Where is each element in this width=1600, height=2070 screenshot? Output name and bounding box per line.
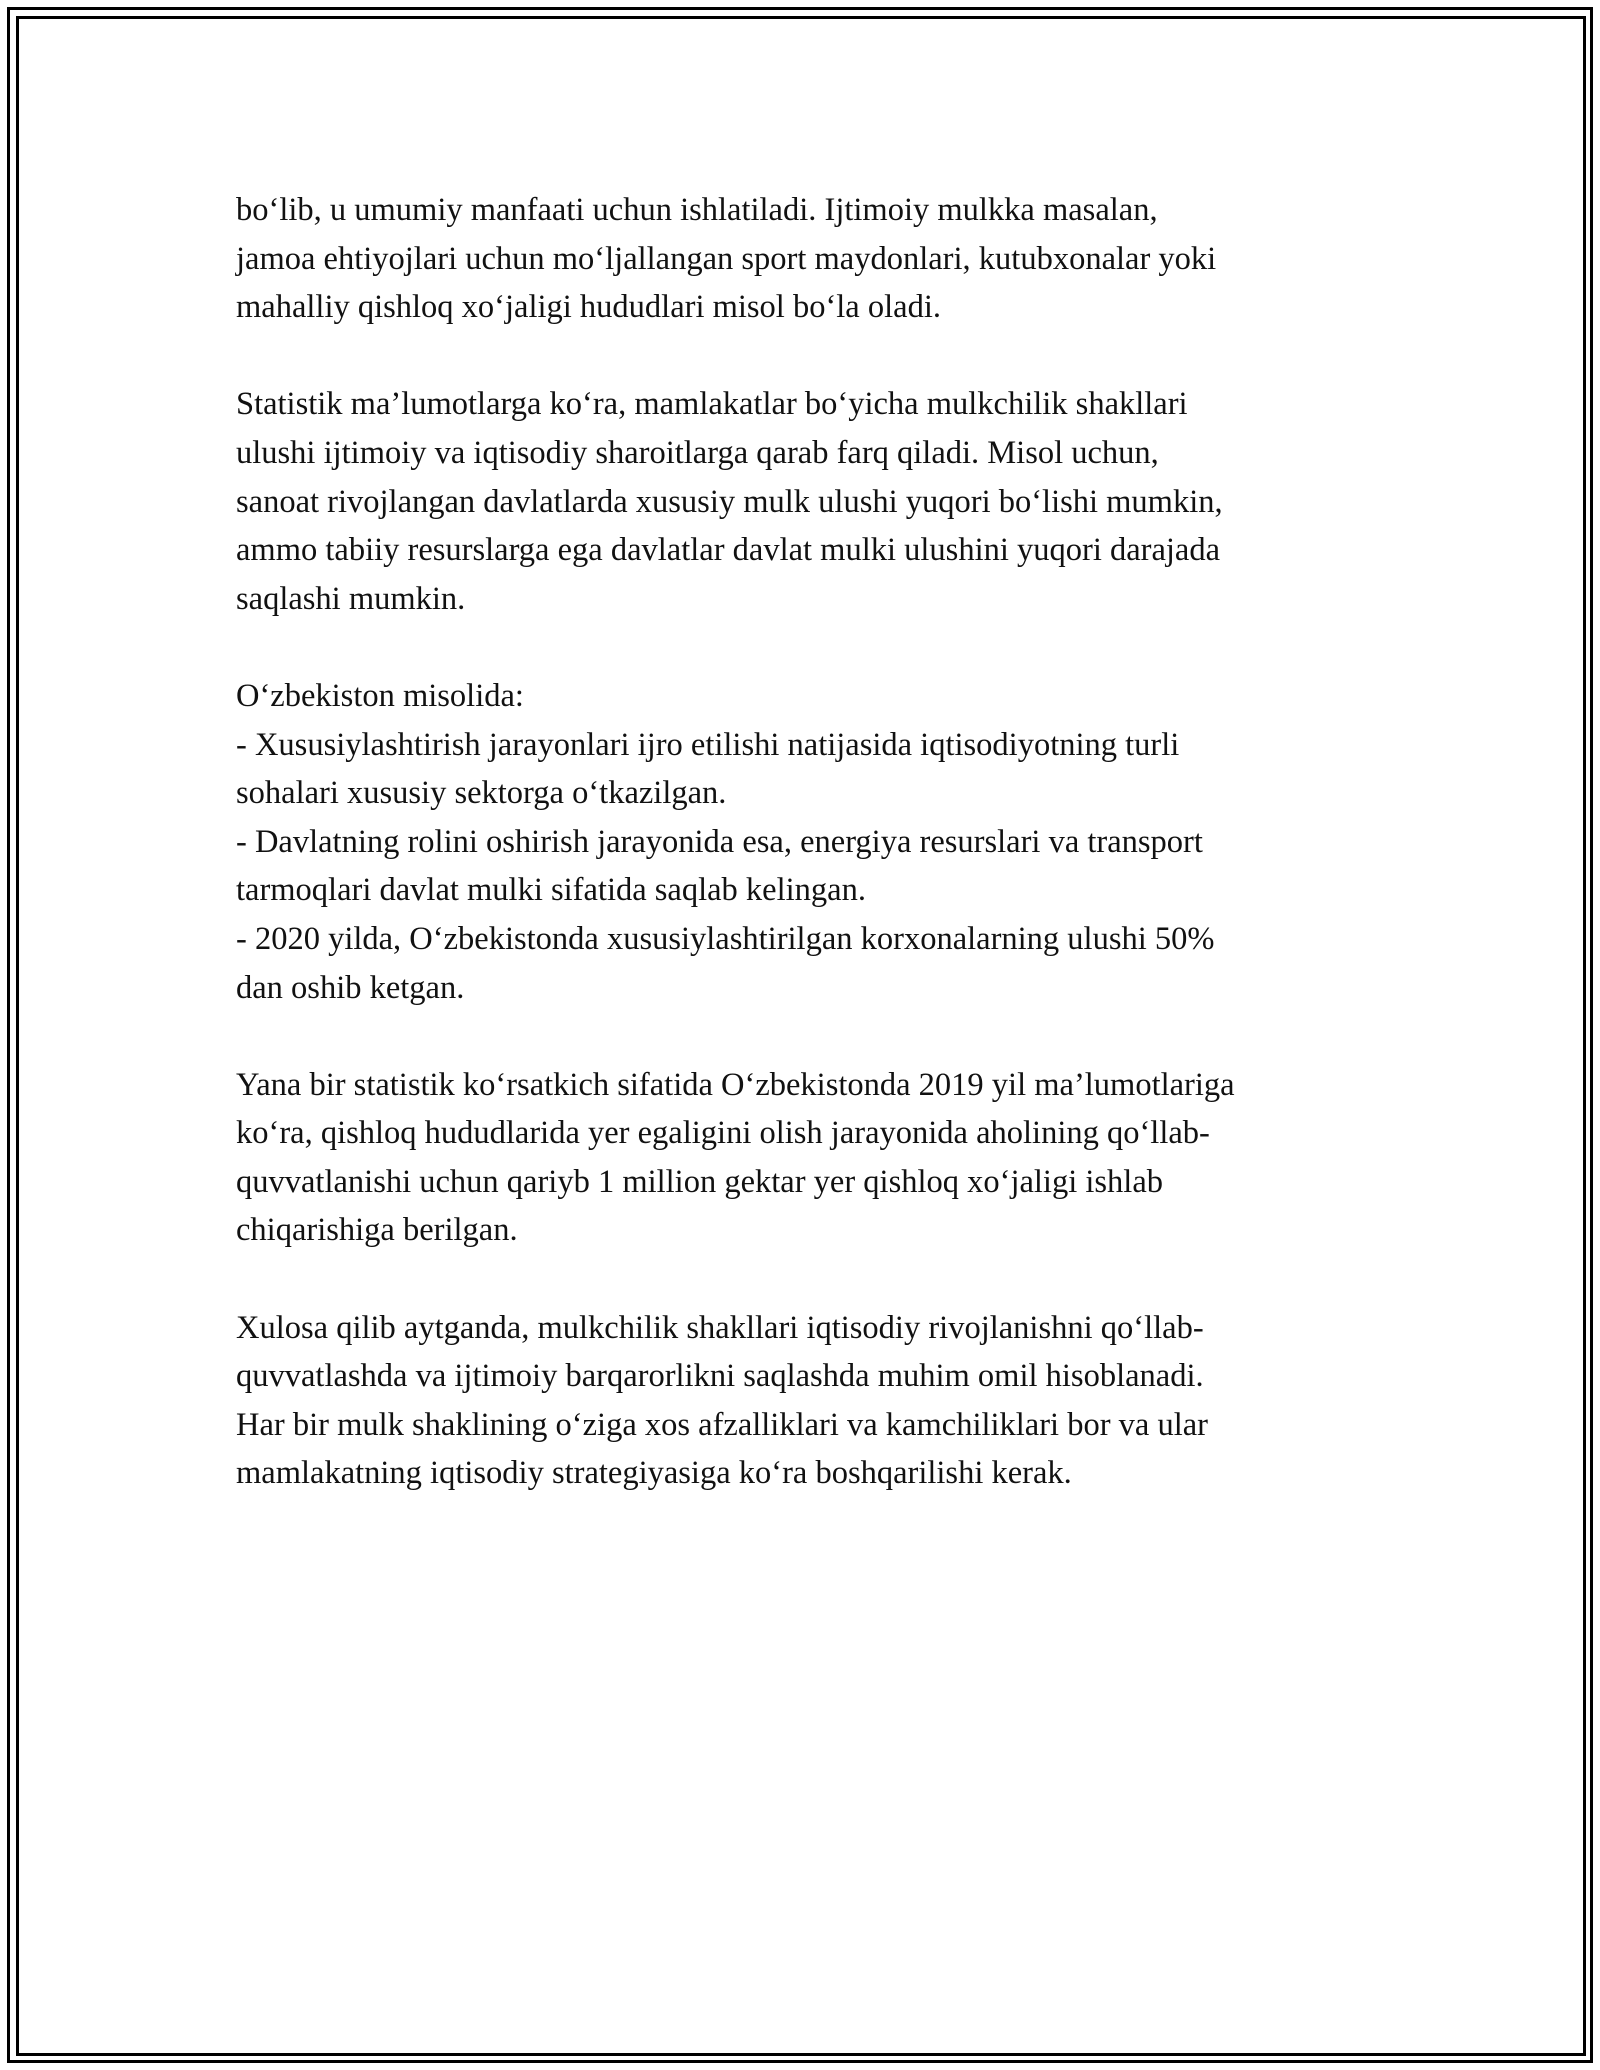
text-line: ko‘ra, qishloq hududlarida yer egaligini olish jarayonida aholining qo‘llab- — [236, 1115, 1210, 1152]
list-item-line: dan oshib ketgan. — [236, 969, 465, 1006]
paragraph-uzbekistan-example — [236, 672, 1386, 1012]
text-line: mamlakatning iqtisodiy strategiyasiga ko‘ra boshqarilishi kerak. — [236, 1455, 1072, 1492]
text-line: chiqarishiga berilgan. — [236, 1212, 518, 1249]
paragraph-land-statistics — [236, 1061, 1386, 1255]
text-line: sanoat rivojlangan davlatlarda xususiy mulk ulushi yuqori bo‘lishi mumkin, — [236, 483, 1223, 520]
text-line: Xulosa qilib aytganda, mulkchilik shakllari iqtisodiy rivojlanishni qo‘llab- — [236, 1309, 1204, 1346]
text-line: Har bir mulk shaklining o‘ziga xos afzalliklari va kamchiliklari bor va ular — [236, 1406, 1208, 1443]
text-line: Statistik ma’lumotlarga ko‘ra, mamlakatlar bo‘yicha mulkchilik shakllari — [236, 386, 1188, 423]
text-line: ammo tabiiy resurslarga ega davlatlar davlat mulki ulushini yuqori darajada — [236, 532, 1221, 569]
paragraph-conclusion — [236, 1304, 1386, 1498]
document-body — [236, 186, 1386, 1547]
text-line: quvvatlanishi uchun qariyb 1 million gektar yer qishloq xo‘jaligi ishlab — [236, 1163, 1163, 1200]
text-line: jamoa ehtiyojlari uchun mo‘ljallangan sport maydonlari, kutubxonalar yoki — [236, 240, 1217, 277]
text-line: saqlashi mumkin. — [236, 580, 466, 617]
paragraph-social-property — [236, 186, 1386, 332]
text-line: ulushi ijtimoiy va iqtisodiy sharoitlarga qarab farq qiladi. Misol uchun, — [236, 434, 1159, 471]
list-item-line: tarmoqlari davlat mulki sifatida saqlab kelingan. — [236, 872, 866, 909]
list-item-line: sohalari xususiy sektorga o‘tkazilgan. — [236, 775, 727, 812]
text-line: O‘zbekiston misolida: — [236, 677, 524, 714]
list-item-line: - 2020 yilda, O‘zbekistonda xususiylashtirilgan korxonalarning ulushi 50% — [236, 920, 1215, 957]
text-line: quvvatlashda va ijtimoiy barqarorlikni saqlashda muhim omil hisoblanadi. — [236, 1358, 1204, 1395]
list-item-line: - Davlatning rolini oshirish jarayonida esa, energiya resurslari va transport — [236, 823, 1203, 860]
text-line: Yana bir statistik ko‘rsatkich sifatida O‘zbekistonda 2019 yil ma’lumotlariga — [236, 1066, 1235, 1103]
list-item-line: - Xususiylashtirish jarayonlari ijro etilishi natijasida iqtisodiyotning turli — [236, 726, 1180, 763]
text-line: mahalliy qishloq xo‘jaligi hududlari misol bo‘la oladi. — [236, 289, 941, 326]
text-line: bo‘lib, u umumiy manfaati uchun ishlatiladi. Ijtimoiy mulkka masalan, — [236, 192, 1158, 228]
paragraph-statistics — [236, 380, 1386, 623]
